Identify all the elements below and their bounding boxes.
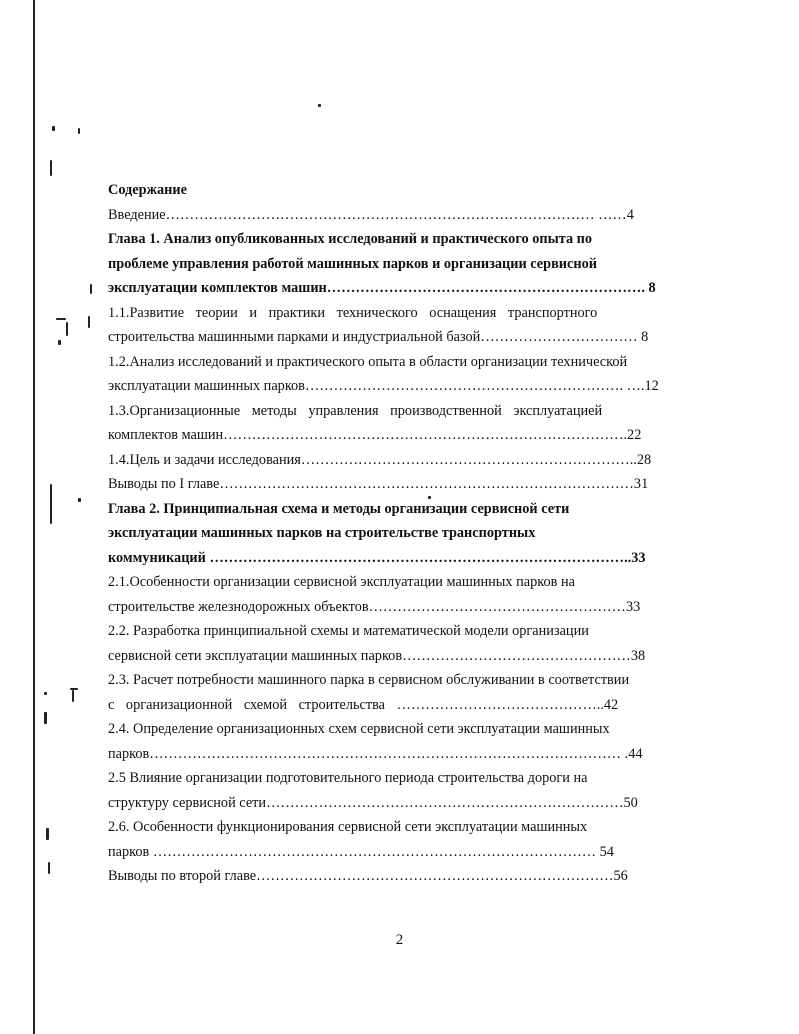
scan-mark [50,160,52,176]
toc-chapter-heading: проблеме управления работой машинных парков и организации сервисной [108,255,598,272]
scan-mark [44,712,47,724]
scan-mark [90,284,92,294]
toc-entry: 2.1.Особенности организации сервисной эксплуатации машинных парков на [108,574,575,590]
toc-entry: с организационной схемой строительства ……………………………………..42 [108,696,619,713]
toc-entry: 1.1.Развитие теории и практики технического оснащения транспортного [108,304,598,321]
scan-mark [46,828,49,840]
toc-entry: 2.3. Расчет потребности машинного парка в сервисном обслуживании в соответствии [108,672,630,688]
toc-title: Содержание [108,182,187,198]
scan-mark [48,862,50,874]
table-of-contents [108,178,688,889]
scan-mark [318,104,321,107]
toc-entry: Выводы по второй главе…………………………………………………………………56 [108,868,628,884]
scan-mark [52,126,55,131]
toc-entry: Введение……………………………………………………………………………… ……4 [108,206,634,223]
toc-chapter-heading: Глава 1. Анализ опубликованных исследований и практического опыта по [108,231,593,247]
toc-entry: 2.6. Особенности функционирования сервисной сети эксплуатации машинных [108,819,588,835]
toc-entry: 1.2.Анализ исследований и практического опыта в области организации технической [108,353,628,370]
toc-entry: 2.5 Влияние организации подготовительного периода строительства дороги на [108,770,588,786]
toc-entry: 1.3.Организационные методы управления производственной эксплуатацией [108,402,603,419]
page-number: 2 [395,932,404,948]
toc-entry: строительства машинными парками и индустриальной базой…………………………… 8 [108,329,649,345]
toc-entry: парков……………………………………………………………………………………… .44 [108,745,643,762]
toc-chapter-heading: коммуникаций ……………………………………………………………………………..33 [108,549,646,566]
toc-chapter-heading: эксплуатации машинных парков на строительстве транспортных [108,525,536,541]
toc-entry: структуру сервисной сети…………………………………………………………………50 [108,794,638,811]
scan-mark [66,322,68,336]
scan-mark [56,318,66,320]
toc-entry: Выводы по I главе……………………………………………………………………………31 [108,476,649,492]
toc-chapter-heading: эксплуатации комплектов машин…………………………………………………………. 8 [108,280,656,296]
toc-entry: парков ………………………………………………………………………………… 54 [108,843,614,860]
toc-chapter-heading: Глава 2. Принципиальная схема и методы организации сервисной сети [108,500,570,517]
scan-border-line [33,0,35,1034]
scan-mark [44,692,47,695]
toc-entry: сервисной сети эксплуатации машинных парков…………………………………………38 [108,647,646,664]
scan-mark [78,128,80,134]
toc-entry: 1.4.Цель и задачи исследования……………………………………………………………..28 [108,451,652,468]
toc-entry: комплектов машин………………………………………………………………………….22 [108,427,642,443]
scan-mark [88,316,90,328]
toc-entry: 2.2. Разработка принципиальной схемы и математической модели организации [108,623,589,639]
scan-mark [50,484,52,524]
scan-mark [58,340,61,345]
toc-entry: эксплуатации машинных парков…………………………………………………………. ….12 [108,378,659,394]
scan-mark [72,690,74,702]
scan-mark [78,498,81,502]
toc-entry: строительстве железнодорожных объектов………………………………………………33 [108,598,641,615]
toc-entry: 2.4. Определение организационных схем сервисной сети эксплуатации машинных [108,721,610,737]
